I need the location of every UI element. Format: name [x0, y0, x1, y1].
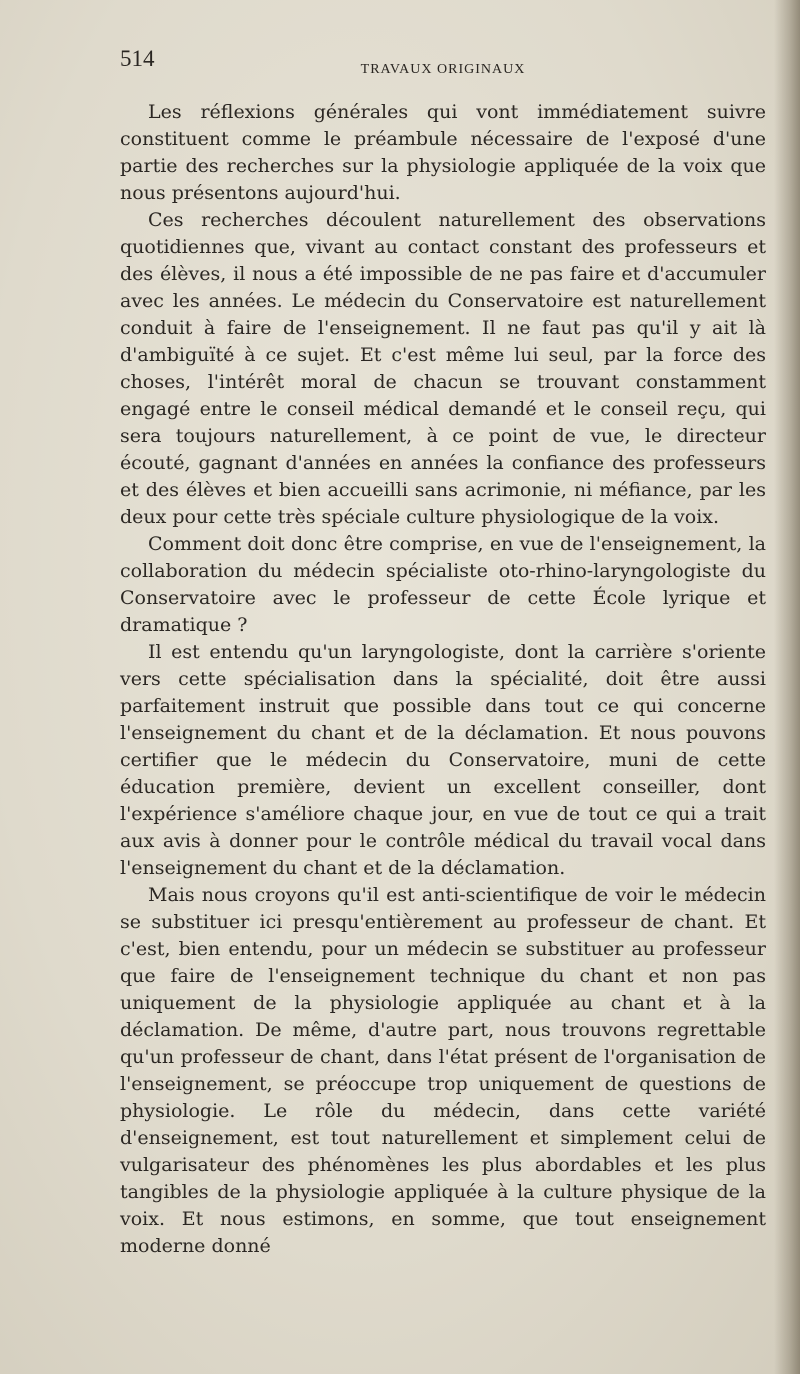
paragraph: Mais nous croyons qu'il est anti-scientifique de voir le médecin se substituer ici presqu'entièrement au professeur de chant. Et c'est, bien entendu, pour un médecin se substituer au professeur que faire de l'enseignement technique du chant et non pas uniquement de la physiologie appliquée au chant et à la déclamation. De même, d'autre part, nous trouvons regrettable qu'un professeur de chant, dans l'état présent de l'organisation de l'enseignement, se préoccupe trop uniquement de questions de physiologie. Le rôle du médecin, dans cette variété d'enseignement, est tout naturellement et simplement celui de vulgarisateur des phénomènes les plus abordables et les plus tangibles de la physiologie appliquée à la culture physique de la voix. Et nous estimons, en somme, que tout enseignement moderne donné: [120, 884, 766, 1257]
body-text: [120, 99, 766, 1260]
page-number: 514: [120, 46, 155, 71]
spine-shadow: [774, 0, 800, 1374]
page-header: [120, 46, 766, 82]
paragraph: Comment doit donc être comprise, en vue de l'enseignement, la collaboration du médecin spécialiste oto-rhino-laryngologiste du Conservatoire avec le professeur de cette École lyrique et dramatique ?: [120, 533, 766, 636]
running-title: TRAVAUX ORIGINAUX: [360, 62, 526, 77]
paragraph: Il est entendu qu'un laryngologiste, dont la carrière s'oriente vers cette spécialisation dans la spécialité, doit être aussi parfaitement instruit que possible dans tout ce qui concerne l'enseignement du chant et de la déclamation. Et nous pouvons certifier que le médecin du Conservatoire, muni de cette éducation première, devient un excellent conseiller, dont l'expérience s'améliore chaque jour, en vue de tout ce qui a trait aux avis à donner pour le contrôle médical du travail vocal dans l'enseignement du chant et de la déclamation.: [120, 641, 766, 879]
paragraph: Ces recherches découlent naturellement des observations quotidiennes que, vivant au contact constant des professeurs et des élèves, il nous a été impossible de ne pas faire et d'accumuler avec les années. Le médecin du Conservatoire est naturellement conduit à faire de l'enseignement. Il ne faut pas qu'il y ait là d'ambiguïté à ce sujet. Et c'est même lui seul, par la force des choses, l'intérêt moral de chacun se trouvant constamment engagé entre le conseil médical demandé et le conseil reçu, qui sera toujours naturellement, à ce point de vue, le directeur écouté, gagnant d'années en années la confiance des professeurs et des élèves et bien accueilli sans acrimonie, ni méfiance, par les deux pour cette très spéciale culture physiologique de la voix.: [120, 209, 766, 528]
paragraph: Les réflexions générales qui vont immédiatement suivre constituent comme le préambule nécessaire de l'exposé d'une partie des recherches sur la physiologie appliquée de la voix que nous présentons aujourd'hui.: [120, 101, 766, 204]
